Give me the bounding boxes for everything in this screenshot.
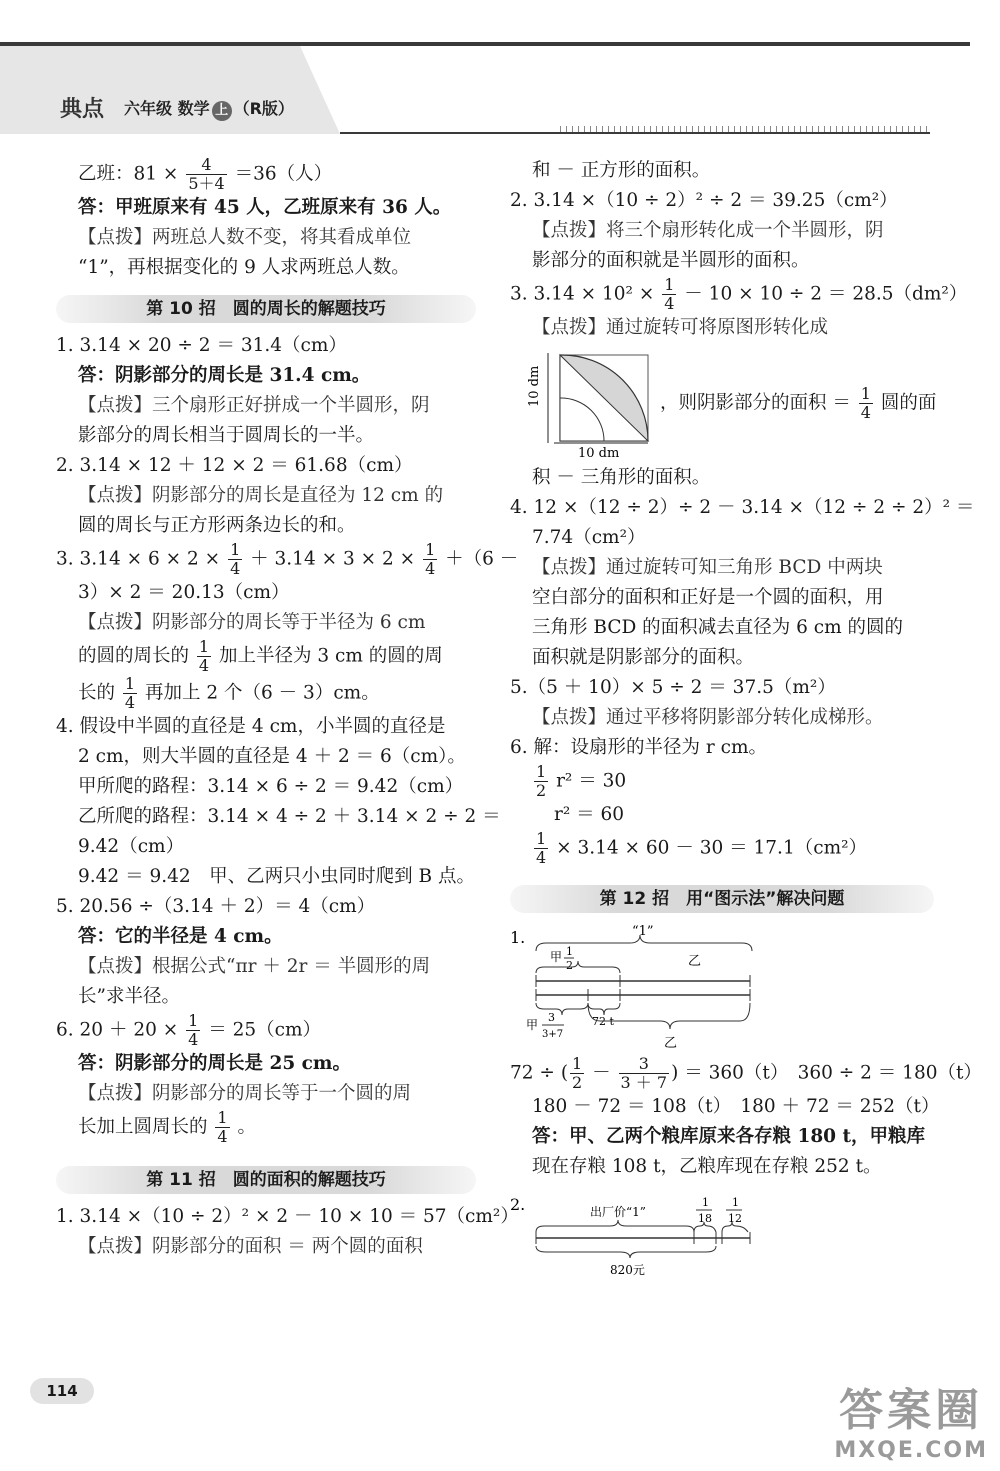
- svg-text:甲: 甲: [526, 1018, 539, 1032]
- fraction: $\frac{3}{3 + 7}$: [620, 1054, 668, 1092]
- question-line: 4. 12 ×（12 ÷ 2）÷ 2 － 3.14 ×（12 ÷ 2 ÷ 2）² ＝: [510, 497, 975, 518]
- hint-line: 【点拨】将三个扇形转化成一个半圆形，阴: [532, 220, 884, 241]
- page-number: 114: [30, 1378, 94, 1404]
- svg-text:甲: 甲: [550, 950, 563, 964]
- item-number: 2.: [510, 1195, 526, 1214]
- hint-line: 和 － 正方形的面积。: [532, 160, 711, 181]
- hint-line: 长”求半径。: [78, 986, 180, 1007]
- question-line: 2 cm，则大半圆的直径是 4 ＋ 2 ＝ 6（cm）。: [78, 746, 466, 767]
- hint-line: 影部分的周长相当于圆周长的一半。: [78, 425, 375, 446]
- question-line: 2. 3.14 ×（10 ÷ 2）² ÷ 2 ＝ 39.25（cm²）: [510, 190, 898, 211]
- hint-line: 面积就是阴影部分的面积。: [532, 647, 755, 668]
- hint-line: 【点拨】通过旋转可将原图形转化成: [532, 317, 829, 338]
- quarter-circle-figure: [520, 347, 660, 459]
- answer-line: 答：阴影部分的周长是 31.4 cm。: [78, 365, 371, 386]
- question-line: 9.42 ＝ 9.42 甲、乙两只小虫同时爬到 B 点。: [78, 866, 476, 887]
- hint-line: 长的 $\frac{1}{4}$ 再加上 2 个（6 － 3）cm。: [78, 674, 380, 712]
- answer-line: 乙班：81 × $\frac{4}{5+4}$ ＝36（人）: [78, 155, 333, 193]
- question-line: 3. 3.14 × 6 × 2 × $\frac{1}{4}$ ＋ 3.14 × 3 × 2 × $\frac{1}{4}$ ＋（6 －: [56, 540, 519, 578]
- svg-text:18: 18: [698, 1212, 712, 1225]
- vertical-dimension: 10 dm: [527, 365, 542, 407]
- hint-line: 长加上圆周长的 $\frac{1}{4}$ 。: [78, 1108, 256, 1146]
- fraction: $\frac{4}{5+4}$: [188, 155, 225, 193]
- fraction: $\frac{1}{4}$: [425, 540, 436, 578]
- fraction: $\frac{1}{2}$: [536, 762, 547, 800]
- hint-line: 【点拨】三个扇形正好拼成一个半圆形，阴: [78, 395, 430, 416]
- equation-line: 180 － 72 ＝ 108（t） 180 ＋ 72 ＝ 252（t）: [532, 1096, 940, 1117]
- svg-text:72 t: 72 t: [592, 1015, 614, 1028]
- question-line: 7.74（cm²）: [532, 527, 646, 548]
- answer-line: 答：阴影部分的周长是 25 cm。: [78, 1053, 351, 1074]
- hint-line: 圆的周长与正方形两条边长的和。: [78, 515, 356, 536]
- equation-line: $\frac{1}{4}$ × 3.14 × 60 － 30 ＝ 17.1（cm²）: [536, 829, 868, 867]
- question-line: 6. 解：设扇形的半径为 r cm。: [510, 737, 768, 758]
- watermark-title: 答案圈: [839, 1385, 984, 1436]
- svg-text:2: 2: [566, 959, 573, 972]
- svg-text:乙: 乙: [688, 954, 702, 969]
- question-line: 1. 3.14 ×（10 ÷ 2）² × 2 － 10 × 10 ＝ 57（cm²）: [56, 1206, 519, 1227]
- brand-logo: 典点: [60, 97, 105, 122]
- answer-line: 答：它的半径是 4 cm。: [78, 926, 283, 947]
- question-line: 3. 3.14 × 10² × $\frac{1}{4}$ － 10 × 10 ÷ 2 ＝ 28.5（dm²）: [510, 275, 968, 313]
- item-number: 1.: [510, 928, 526, 947]
- section-heading-10: 第 10 招 圆的周长的解题技巧: [56, 295, 476, 323]
- hint-line: “1”，再根据变化的 9 人求两班总人数。: [78, 257, 410, 278]
- left-column: [56, 155, 519, 1262]
- equation-line: $\frac{1}{2}$ r² ＝ 30: [536, 762, 627, 800]
- horizontal-dimension: 10 dm: [578, 446, 620, 459]
- question-line: 3）× 2 ＝ 20.13（cm）: [78, 582, 290, 603]
- hint-line: 空白部分的面积和正好是一个圆的面积，用: [532, 587, 884, 608]
- question-line: 4. 假设中半圆的直径是 4 cm，小半圆的直径是: [56, 716, 446, 737]
- hint-line: 【点拨】阴影部分的周长等于一个圆的周: [78, 1083, 412, 1104]
- question-line: 甲所爬的路程：3.14 × 6 ÷ 2 ＝ 9.42（cm）: [78, 776, 464, 797]
- fraction: $\frac{1}{4}$: [188, 1011, 199, 1049]
- svg-text:3: 3: [548, 1011, 555, 1024]
- book-title: [124, 96, 294, 121]
- hint-line: ，则阴影部分的面积 ＝ $\frac{1}{4}$ 圆的面: [660, 384, 937, 422]
- segment-diagram-1: [510, 921, 934, 1051]
- watermark-url: MXQE.COM: [834, 1438, 988, 1463]
- fraction: $\frac{1}{4}$: [664, 275, 675, 313]
- question-line: 5.（5 ＋ 10）× 5 ÷ 2 ＝ 37.5（m²）: [510, 677, 836, 698]
- svg-text:820元: 820元: [610, 1263, 645, 1277]
- question-line: 5. 20.56 ÷（3.14 ＋ 2）＝ 4（cm）: [56, 896, 376, 917]
- fraction: $\frac{1}{4}$: [217, 1108, 228, 1146]
- hint-line: 【点拨】阴影部分的面积 ＝ 两个圆的面积: [78, 1236, 423, 1257]
- answer-line: 答：甲班原来有 45 人，乙班原来有 36 人。: [78, 197, 452, 218]
- hint-line: 【点拨】通过旋转可知三角形 BCD 中两块: [532, 557, 883, 578]
- grade-subject: 六年级 数学: [124, 99, 210, 118]
- hint-line: 【点拨】根据公式“πr ＋ 2r ＝ 半圆形的周: [78, 956, 431, 977]
- fraction: $\frac{1}{4}$: [230, 540, 241, 578]
- edition: （R版）: [233, 99, 294, 118]
- question-line: 1. 3.14 × 20 ÷ 2 ＝ 31.4（cm）: [56, 335, 347, 356]
- rotation-figure-row: [510, 347, 937, 459]
- fraction: $\frac{1}{4}$: [198, 637, 210, 675]
- watermark: [834, 1374, 988, 1463]
- question-line: 9.42（cm）: [78, 836, 185, 857]
- svg-text:1: 1: [732, 1196, 739, 1209]
- hint-line: 三角形 BCD 的面积减去直径为 6 cm 的圆的: [532, 617, 904, 638]
- line-segment-diagram-2: [510, 1190, 934, 1280]
- question-line: 6. 20 ＋ 20 × $\frac{1}{4}$ ＝ 25（cm）: [56, 1011, 322, 1049]
- section-heading-12: 第 12 招 用“图示法”解决问题: [510, 885, 934, 913]
- svg-text:12: 12: [728, 1212, 742, 1225]
- fraction: $\frac{1}{4}$: [124, 674, 136, 712]
- svg-text:“1”: “1”: [632, 924, 654, 939]
- fraction: $\frac{1}{4}$: [536, 829, 547, 867]
- fraction: $\frac{1}{4}$: [860, 384, 871, 422]
- question-line: 乙所爬的路程：3.14 × 4 ÷ 2 ＋ 3.14 × 2 ÷ 2 ＝: [78, 806, 501, 827]
- hint-line: 积 － 三角形的面积。: [532, 467, 711, 488]
- svg-text:1: 1: [702, 1196, 709, 1209]
- answer-line: 现在存粮 108 t，乙粮库现在存粮 252 t。: [532, 1156, 882, 1177]
- line-segment-diagram-1: [510, 921, 934, 1051]
- hint-line: 【点拨】两班总人数不变，将其看成单位: [78, 227, 412, 248]
- question-line: 2. 3.14 × 12 ＋ 12 × 2 ＝ 61.68（cm）: [56, 455, 413, 476]
- header-baseline: [340, 132, 930, 134]
- equation-line: r² ＝ 60: [554, 804, 625, 825]
- svg-text:乙: 乙: [664, 1036, 678, 1051]
- equation-line: 72 ÷ ( $\frac{1}{2}$ － $\frac{3}{3 + 7}$ ) ＝ 360（t） 360 ÷ 2 ＝ 180（t）: [510, 1054, 982, 1092]
- svg-text:出厂价“1”: 出厂价“1”: [590, 1205, 646, 1219]
- segment-diagram-2: [510, 1190, 934, 1280]
- term-badge: 上: [212, 101, 232, 121]
- section-heading-11: 第 11 招 圆的面积的解题技巧: [56, 1166, 476, 1194]
- svg-text:1: 1: [566, 945, 573, 958]
- header-ruler: [560, 126, 930, 132]
- hint-line: 【点拨】阴影部分的周长是直径为 12 cm 的: [78, 485, 444, 506]
- hint-line: 的圆的周长的 $\frac{1}{4}$ 加上半径为 3 cm 的圆的周: [78, 637, 443, 675]
- fraction: $\frac{1}{2}$: [572, 1054, 583, 1092]
- answer-line: 答：甲、乙两个粮库原来各存粮 180 t，甲粮库: [532, 1126, 926, 1147]
- hint-line: 【点拨】通过平移将阴影部分转化成梯形。: [532, 707, 884, 728]
- svg-text:3+7: 3+7: [542, 1029, 564, 1040]
- hint-line: 【点拨】阴影部分的周长等于半径为 6 cm: [78, 612, 426, 633]
- right-column: [510, 156, 982, 1284]
- header-rule: [0, 42, 970, 46]
- hint-line: 影部分的面积就是半圆形的面积。: [532, 250, 810, 271]
